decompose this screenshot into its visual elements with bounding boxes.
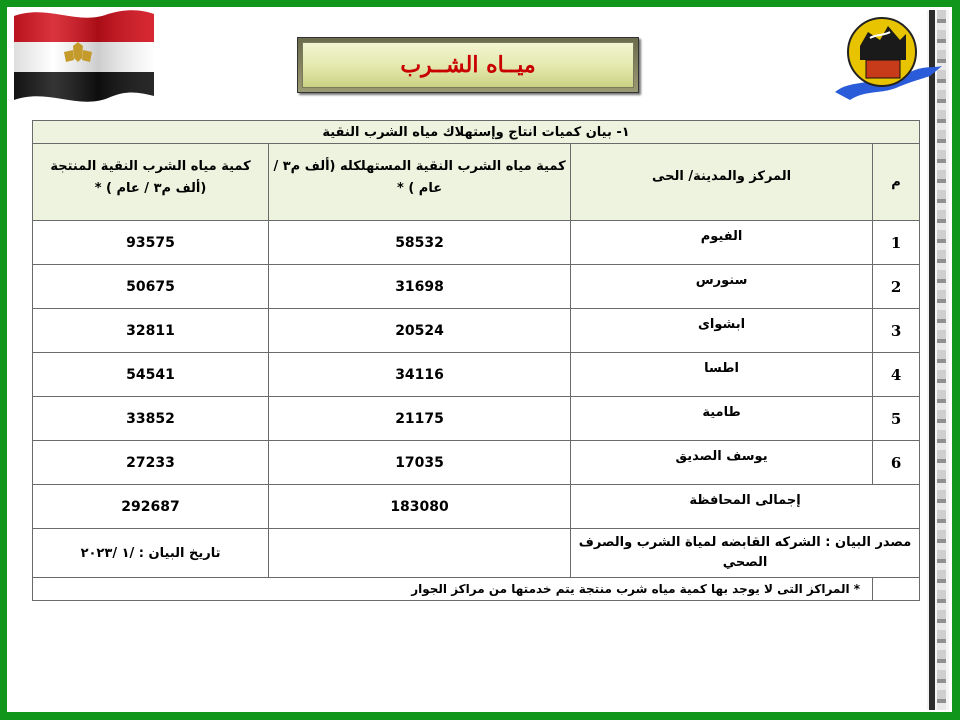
row-produced: 27233 <box>33 441 269 485</box>
row-num: 6 <box>873 441 920 485</box>
row-name: ابشواى <box>571 309 873 353</box>
footnote: * المراكز التى لا يوجد بها كمية مياه شرب منتجة يتم خدمتها من مراكز الجوار <box>33 578 873 601</box>
row-consumed: 20524 <box>269 309 571 353</box>
row-consumed: 34116 <box>269 353 571 397</box>
row-num: 4 <box>873 353 920 397</box>
page-title: ميــاه الشــرب <box>400 52 536 78</box>
empty-cell <box>269 529 571 578</box>
row-num: 5 <box>873 397 920 441</box>
row-produced: 50675 <box>33 265 269 309</box>
title-banner <box>297 37 639 93</box>
row-num: 3 <box>873 309 920 353</box>
row-num: 1 <box>873 221 920 265</box>
header-num: م <box>873 144 920 221</box>
table-row <box>33 265 920 309</box>
total-produced: 292687 <box>33 485 269 529</box>
footnote-row <box>33 578 920 601</box>
table-row <box>33 221 920 265</box>
row-produced: 33852 <box>33 397 269 441</box>
source-row <box>33 529 920 578</box>
total-row <box>33 485 920 529</box>
data-date: تاريخ البيان : /١ /٢٠٢٣ <box>33 529 269 578</box>
table-caption-row <box>33 121 920 144</box>
table-row <box>33 397 920 441</box>
water-data-table <box>32 120 920 601</box>
row-name: سنورس <box>571 265 873 309</box>
total-consumed: 183080 <box>269 485 571 529</box>
egypt-flag-icon <box>8 6 158 106</box>
row-name: يوسف الصديق <box>571 441 873 485</box>
decorative-strip <box>927 10 949 710</box>
row-produced: 54541 <box>33 353 269 397</box>
row-name: اطسا <box>571 353 873 397</box>
row-name: الفيوم <box>571 221 873 265</box>
data-source: مصدر البيان : الشركه القابضه لمياة الشرب والصرف الصحي <box>571 529 920 578</box>
row-produced: 93575 <box>33 221 269 265</box>
header-produced: كمية مياه الشرب النقية المنتجة (ألف م٣ / عام ) * <box>33 144 269 221</box>
table-row <box>33 353 920 397</box>
row-num: 2 <box>873 265 920 309</box>
table-row <box>33 309 920 353</box>
table-row <box>33 441 920 485</box>
empty-cell <box>873 578 920 601</box>
row-consumed: 21175 <box>269 397 571 441</box>
header-consumed: كمية مياه الشرب النقية المستهلكله (ألف م٣ / عام ) * <box>269 144 571 221</box>
row-produced: 32811 <box>33 309 269 353</box>
total-label: إجمالى المحافظة <box>571 485 920 529</box>
row-name: طامية <box>571 397 873 441</box>
row-consumed: 17035 <box>269 441 571 485</box>
table-header-row <box>33 144 920 221</box>
governorate-logo-icon <box>830 10 945 105</box>
table-caption: ١- بيان كميات انتاج وإستهلاك مياه الشرب النقية <box>33 121 920 144</box>
header-name: المركز والمدينة/ الحى <box>571 144 873 221</box>
row-consumed: 31698 <box>269 265 571 309</box>
row-consumed: 58532 <box>269 221 571 265</box>
